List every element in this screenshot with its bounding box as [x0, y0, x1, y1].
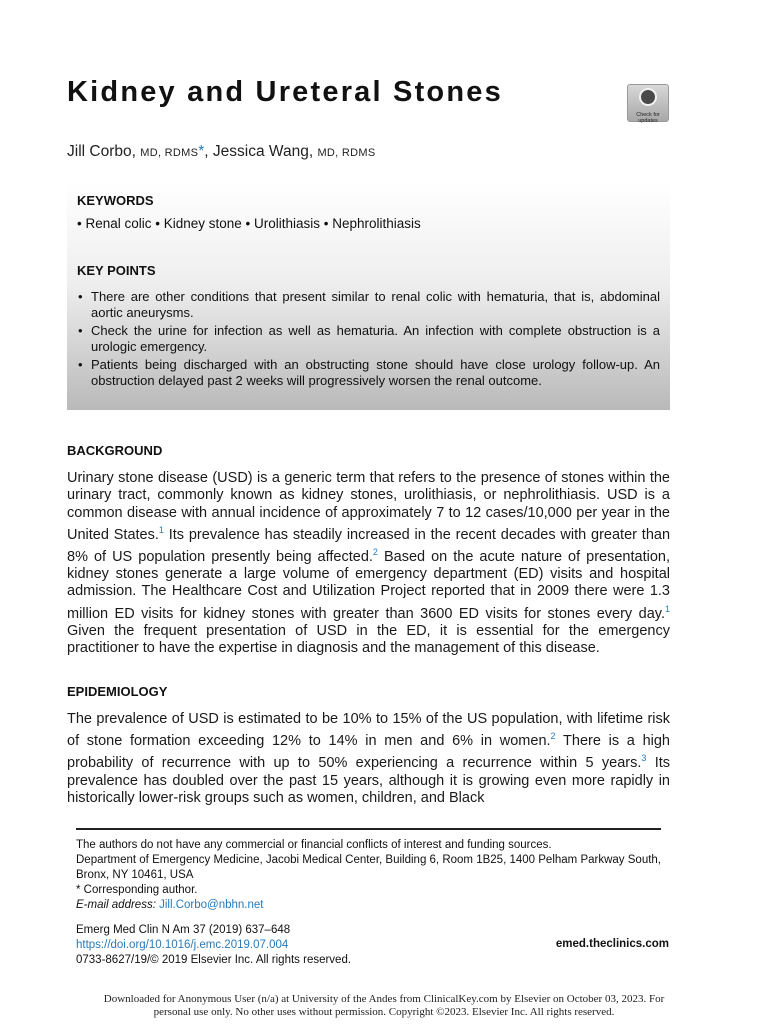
author-separator: , — [204, 143, 209, 160]
journal-site-link[interactable]: emed.theclinics.com — [555, 938, 669, 950]
footnote-divider — [76, 828, 661, 830]
check-for-updates-badge[interactable] — [627, 84, 669, 122]
copyright-line: 0733-8627/19/© 2019 Elsevier Inc. All rights reserved. — [76, 954, 352, 966]
journal-citation: Emerg Med Clin N Am 37 (2019) 637–648 — [76, 924, 291, 936]
email-line — [76, 898, 661, 913]
author-list — [67, 143, 375, 161]
reference-link[interactable]: 3 — [641, 753, 647, 764]
reference-link[interactable]: 1 — [664, 603, 670, 614]
corresponding-author-link[interactable]: * — [198, 143, 205, 160]
author-credentials: MD, RDMS — [140, 147, 199, 159]
affiliation-note: Department of Emergency Medicine, Jacobi Medical Center, Building 6, Room 1B25, 1400 Pelham Parkway South, Bronx, NY 10461, USA — [76, 854, 661, 881]
background-paragraph: Urinary stone disease (USD) is a generic term that refers to the presence of stones within the urinary tract, commonly known as kidney stones, urolithiasis, or nephrolithiasis. USD is a common disease with annual incidence of approximately 7 to 12 cases/10,000 per year in the United States.$^1$ Its prevalence has steadily increased in the recent decades with greater than 8% of US population presently being affected.$^2$ Based on the acute nature of presentation, kidney stones generate a large volume of emergency department (ED) visits and hospital admission. The Healthcare Cost and Utilization Project reported that in 2009 there were 1.3 million ED visits for kidney stones with greater than 3600 ED visits for stones every day.$^1$ Given the frequent presentation of USD in the ED, it is essential for the emergency practitioner to have the expertise in diagnosis and the management of this disease. — [67, 470, 671, 657]
reference-link[interactable]: 1 — [158, 524, 164, 535]
check-updates-icon — [639, 88, 657, 106]
disclosure-note: The authors do not have any commercial or financial conflicts of interest and funding sources. — [76, 839, 552, 851]
author-name: Jill Corbo, — [67, 143, 136, 160]
author-credentials: MD, RDMS — [317, 147, 376, 159]
epidemiology-heading: EPIDEMIOLOGY — [67, 684, 168, 699]
download-notice: Downloaded for Anonymous User (n/a) at University of the Andes from ClinicalKey.com by Elsevier on October 03, 2023. For personal use only. No other uses without permission. Copyright ©2023. Elsevier Inc. All rights reserved. — [103, 993, 665, 1018]
background-heading: BACKGROUND — [67, 443, 163, 458]
key-points-list — [77, 289, 660, 391]
key-point-item: • There are other conditions that present similar to renal colic with hematuria, that is, abdominal aortic aneurysms. — [77, 289, 660, 320]
corresponding-note: * Corresponding author. — [76, 884, 198, 896]
author-name: Jessica Wang, — [212, 143, 314, 160]
email-label: E-mail address: — [76, 899, 156, 911]
article-title: Kidney and Ureteral Stones — [67, 76, 503, 108]
keywords-keypoints-box — [67, 181, 670, 410]
email-link[interactable]: Jill.Corbo@nbhn.net — [159, 899, 264, 911]
keywords-list: • Renal colic • Kidney stone • Urolithiasis • Nephrolithiasis — [77, 216, 421, 231]
footnotes — [76, 838, 661, 913]
keywords-heading: KEYWORDS — [77, 193, 154, 208]
badge-label: Check for updates — [636, 112, 660, 124]
key-point-item: • Check the urine for infection as well as hematuria. An infection with complete obstruction is a urologic emergency. — [77, 323, 660, 354]
key-point-item: • Patients being discharged with an obstructing stone should have close urology follow-up. An obstruction delayed past 2 weeks will progressively worsen the renal outcome. — [77, 357, 660, 388]
epidemiology-paragraph: The prevalence of USD is estimated to be 10% to 15% of the US population, with lifetime risk of stone formation exceeding 12% to 14% in men and 6% in women.$^2$ There is a high probability of recurrence with up to 50% experiencing a recurrence within 5 years.$^3$ Its prevalence has doubled over the past 15 years, although it is growing even more rapidly in historically lower-risk groups such as women, children, and Black — [67, 711, 671, 806]
doi-link[interactable]: https://doi.org/10.1016/j.emc.2019.07.004 — [76, 939, 289, 951]
reference-link[interactable]: 2 — [372, 547, 378, 558]
key-points-heading: KEY POINTS — [77, 263, 156, 278]
reference-link[interactable]: 2 — [550, 731, 556, 742]
